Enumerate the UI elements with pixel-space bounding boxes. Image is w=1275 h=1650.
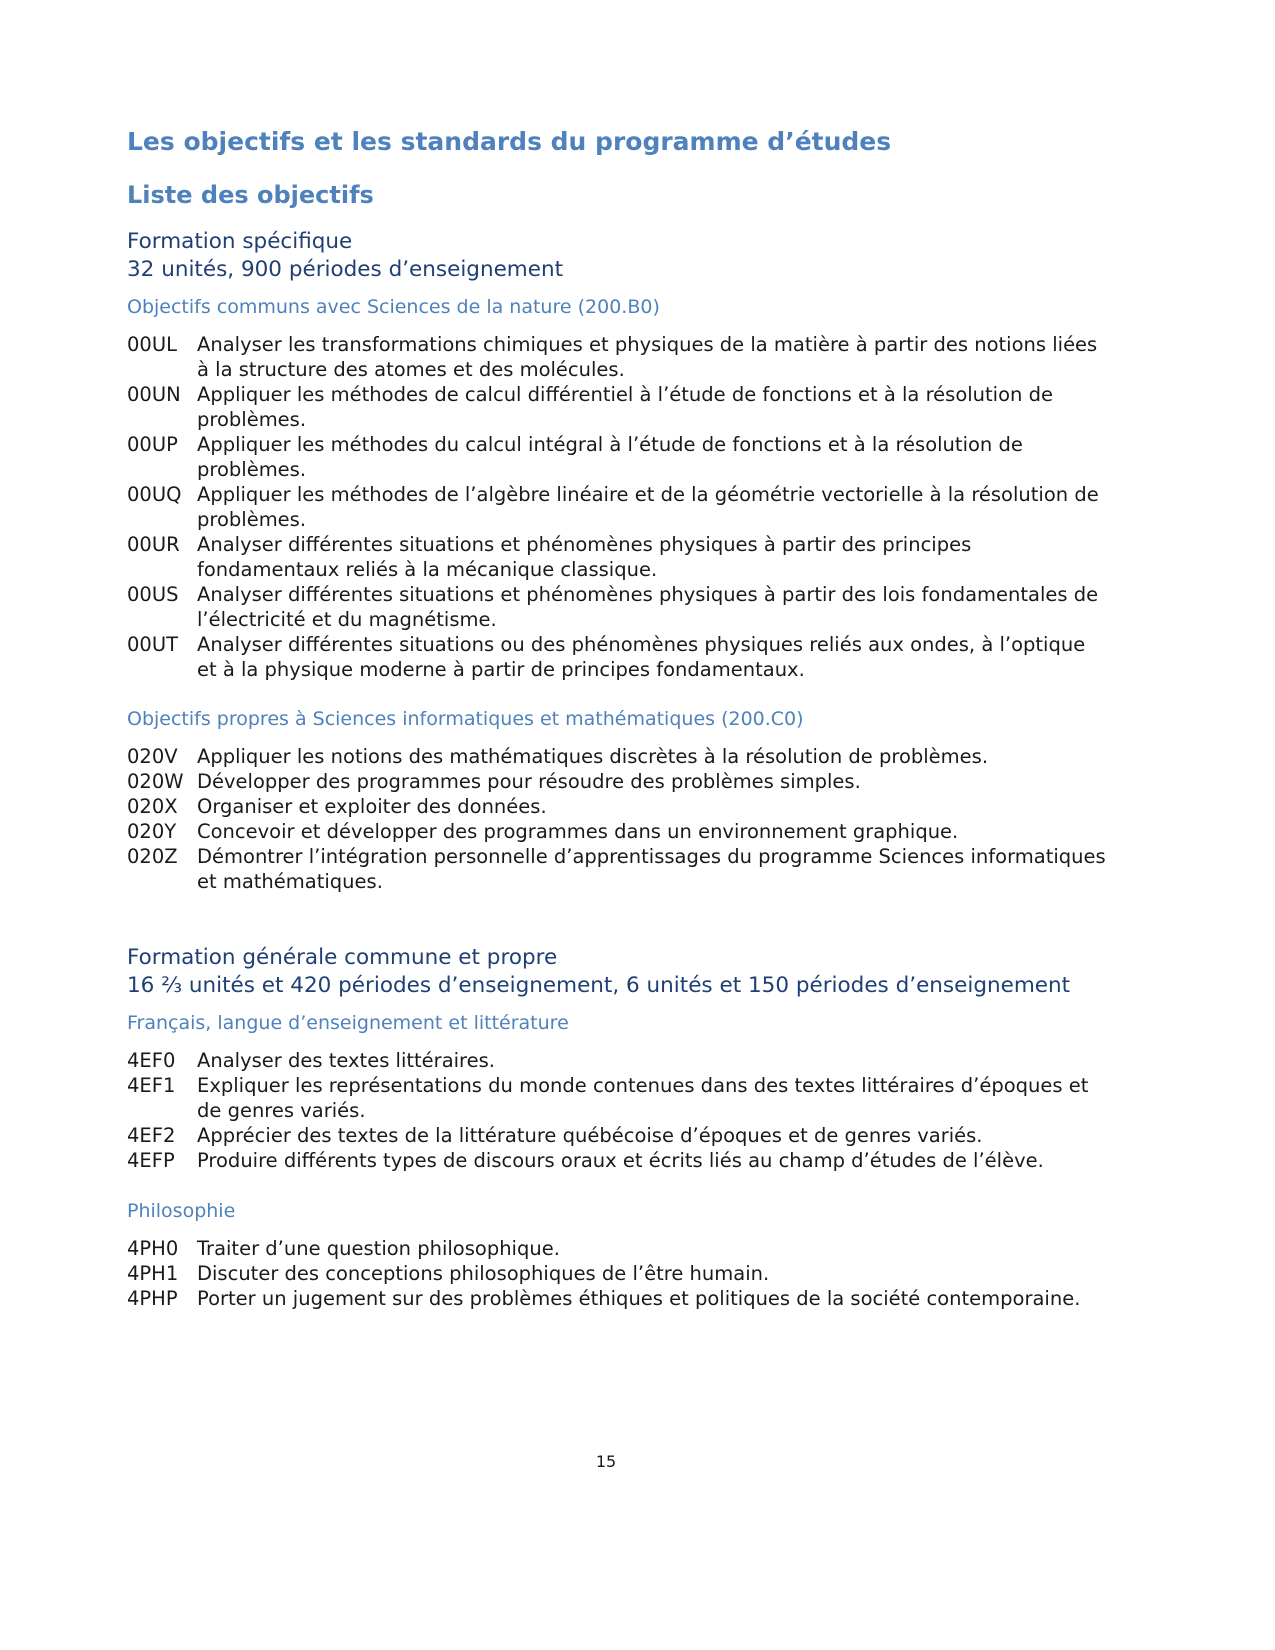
objective-text: Appliquer les notions des mathématiques discrètes à la résolution de problèmes.	[197, 745, 989, 768]
objective-text: Porter un jugement sur des problèmes éthiques et politiques de la société contemporaine.	[197, 1287, 1081, 1310]
objective-code: 4EFP	[127, 1149, 175, 1172]
objective-item	[127, 582, 1107, 632]
objective-item	[127, 844, 1107, 894]
group-heading: Objectifs communs avec Sciences de la nature (200.B0)	[127, 296, 660, 318]
objective-item	[127, 632, 1107, 682]
objective-code: 020X	[127, 795, 178, 818]
objective-code: 4EF0	[127, 1049, 176, 1072]
objective-item	[127, 744, 1107, 769]
objective-item	[127, 1123, 1107, 1148]
objective-code: 00UR	[127, 533, 180, 556]
page-title: Les objectifs et les standards du programme d’études	[127, 127, 892, 156]
group-heading: Français, langue d’enseignement et littérature	[127, 1012, 569, 1034]
objective-code: 4EF1	[127, 1074, 176, 1097]
objective-code: 00US	[127, 583, 179, 606]
objective-text: Discuter des conceptions philosophiques de l’être humain.	[197, 1262, 770, 1285]
objective-text: Analyser des textes littéraires.	[197, 1049, 496, 1072]
objective-code: 00UT	[127, 633, 178, 656]
page-number: 15	[595, 1452, 617, 1471]
objective-text: Analyser différentes situations et phénomènes physiques à partir des lois fondamentales de l’électricité et du magnétisme.	[197, 583, 1099, 631]
objective-text: Appliquer les méthodes de l’algèbre linéaire et de la géométrie vectorielle à la résolution de problèmes.	[197, 483, 1099, 531]
formation-units: 16 ⅔ unités et 420 périodes d’enseignement, 6 unités et 150 périodes d’enseignement	[127, 973, 1071, 998]
objective-item	[127, 1236, 1107, 1261]
objective-list	[127, 1048, 1107, 1173]
objective-code: 00UN	[127, 383, 181, 406]
objective-text: Appliquer les méthodes du calcul intégral à l’étude de fonctions et à la résolution de problèmes.	[197, 433, 1023, 481]
objective-text: Concevoir et développer des programmes dans un environnement graphique.	[197, 820, 959, 843]
objective-code: 4PHP	[127, 1287, 178, 1310]
group-heading: Objectifs propres à Sciences informatiques et mathématiques (200.C0)	[127, 708, 804, 730]
objective-text: Apprécier des textes de la littérature québécoise d’époques et de genres variés.	[197, 1124, 983, 1147]
objective-text: Expliquer les représentations du monde contenues dans des textes littéraires d’époques et de genres variés.	[197, 1074, 1089, 1122]
formation-title: Formation spécifique	[127, 229, 353, 254]
objective-text: Traiter d’une question philosophique.	[197, 1237, 560, 1260]
objective-text: Organiser et exploiter des données.	[197, 795, 547, 818]
objective-code: 00UQ	[127, 483, 182, 506]
objective-text: Analyser les transformations chimiques et physiques de la matière à partir des notions liées à la structure des atomes et des molécules.	[197, 333, 1098, 381]
formation-generale-heading	[127, 944, 1070, 1000]
objective-list	[127, 1236, 1107, 1311]
formation-units: 32 unités, 900 périodes d’enseignement	[127, 257, 564, 282]
objective-item	[127, 794, 1107, 819]
objective-item	[127, 332, 1107, 382]
section-title: Liste des objectifs	[127, 181, 374, 209]
objective-item	[127, 769, 1107, 794]
objective-item	[127, 1148, 1107, 1173]
objective-code: 4EF2	[127, 1124, 176, 1147]
objective-item	[127, 1261, 1107, 1286]
objective-item	[127, 819, 1107, 844]
objective-code: 00UL	[127, 333, 177, 356]
objective-code: 4PH1	[127, 1262, 179, 1285]
group-heading: Philosophie	[127, 1200, 236, 1222]
objective-code: 020V	[127, 745, 178, 768]
objective-item	[127, 432, 1107, 482]
objective-list	[127, 744, 1107, 894]
objective-text: Développer des programmes pour résoudre des problèmes simples.	[197, 770, 861, 793]
formation-specifique-heading	[127, 228, 563, 284]
objective-text: Produire différents types de discours oraux et écrits liés au champ d’études de l’élève.	[197, 1149, 1044, 1172]
objective-text: Analyser différentes situations et phénomènes physiques à partir des principes fondamentaux reliés à la mécanique classique.	[197, 533, 972, 581]
objective-list	[127, 332, 1107, 682]
objective-text: Analyser différentes situations ou des phénomènes physiques reliés aux ondes, à l’optique et à la physique moderne à partir de principes fondamentaux.	[197, 633, 1086, 681]
objective-code: 020W	[127, 770, 184, 793]
objective-code: 00UP	[127, 433, 178, 456]
objective-text: Démontrer l’intégration personnelle d’apprentissages du programme Sciences informatiques et mathématiques.	[197, 845, 1106, 893]
objective-code: 4PH0	[127, 1237, 179, 1260]
objective-code: 020Z	[127, 845, 178, 868]
objective-item	[127, 532, 1107, 582]
objective-item	[127, 1073, 1107, 1123]
formation-title: Formation générale commune et propre	[127, 945, 558, 970]
objective-item	[127, 482, 1107, 532]
objective-text: Appliquer les méthodes de calcul différentiel à l’étude de fonctions et à la résolution de problèmes.	[197, 383, 1053, 431]
objective-code: 020Y	[127, 820, 177, 843]
objective-item	[127, 1286, 1107, 1311]
objective-item	[127, 1048, 1107, 1073]
objective-item	[127, 382, 1107, 432]
